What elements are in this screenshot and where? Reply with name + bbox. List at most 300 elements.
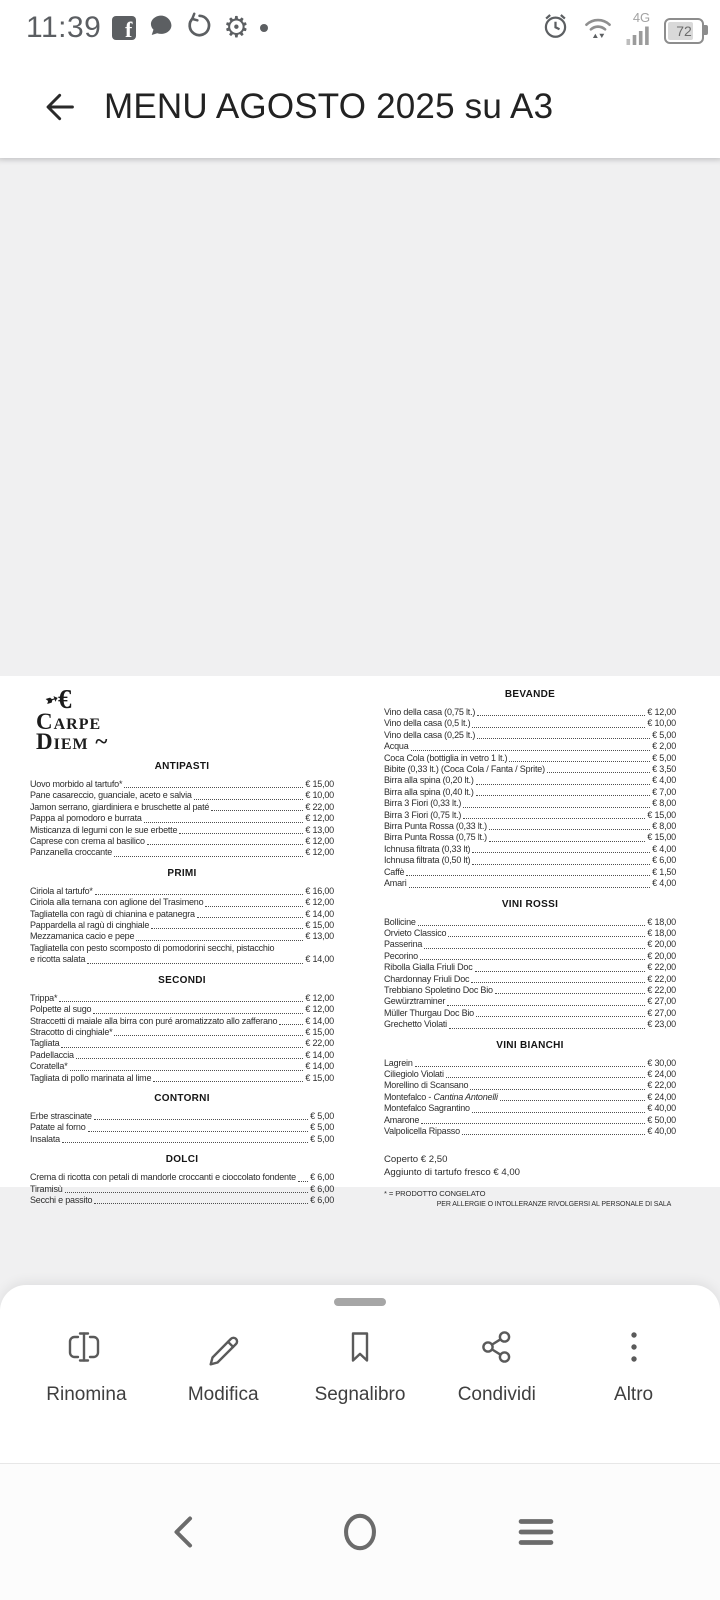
dot-leader — [476, 1016, 645, 1017]
menu-section-title: BEVANDE — [504, 689, 556, 700]
android-nav-bar — [0, 1463, 720, 1600]
menu-item-price: € 10,00 — [305, 790, 334, 801]
menu-item-row — [384, 707, 676, 718]
menu-item-name: Amari — [384, 878, 407, 889]
menu-item-name: Ciriola al tartufo* — [30, 885, 93, 896]
menu-item-name: Trebbiano Spoletino Doc Bio — [384, 984, 493, 995]
menu-item-price: € 12,00 — [305, 897, 334, 908]
dot-leader — [547, 772, 650, 773]
dot-leader — [509, 761, 650, 762]
dot-leader — [197, 917, 304, 918]
menu-item-name: Ribolla Gialla Friuli Doc — [384, 962, 473, 973]
menu-item-name: Orvieto Classico — [384, 927, 447, 938]
menu-section — [30, 1154, 334, 1206]
more-vertical-icon — [612, 1324, 656, 1370]
menu-item-price: € 6,00 — [310, 1194, 334, 1205]
action-label: Modifica — [187, 1384, 259, 1405]
menu-item-row — [30, 1016, 334, 1027]
menu-page — [0, 676, 720, 1209]
dot-leader — [194, 799, 304, 800]
dot-leader — [59, 1001, 303, 1002]
menu-item-price: € 40,00 — [647, 1126, 676, 1136]
menu-item-name: Montefalco - Cantina Antonelli — [384, 1091, 498, 1102]
menu-item-price: € 22,00 — [305, 1038, 334, 1049]
menu-item-price: € 30,00 — [647, 1057, 676, 1068]
menu-item-name: Pappa al pomodoro e burrata — [30, 813, 142, 824]
menu-item-name: Vino della casa (0,75 lt.) — [384, 707, 476, 717]
menu-item-price: € 4,00 — [652, 843, 676, 854]
menu-item-price: € 13,00 — [305, 824, 334, 835]
dot-leader — [462, 1134, 645, 1135]
dot-leader — [144, 822, 304, 823]
drag-handle[interactable] — [334, 1298, 386, 1306]
dot-leader — [472, 864, 650, 865]
menu-item-name: Vino della casa (0,25 lt.) — [384, 729, 476, 740]
chat-bubble-icon — [147, 12, 174, 44]
menu-item-row — [384, 832, 676, 843]
logo-euro-glyph: ➳ € — [43, 684, 72, 714]
menu-item-name: Caffè — [384, 866, 405, 877]
menu-item-name: Pane casareccio, guanciale, aceto e salvia — [30, 790, 192, 801]
dot-leader — [94, 1203, 308, 1204]
menu-item-price: € 23,00 — [647, 1019, 676, 1030]
menu-item-row — [384, 844, 676, 855]
menu-item-name: Chardonnay Friuli Doc — [384, 973, 470, 984]
dot-leader — [418, 925, 646, 926]
menu-item-price: € 1,50 — [652, 866, 676, 877]
menu-item-row — [384, 810, 676, 821]
menu-item-row — [30, 1038, 334, 1049]
menu-section-title: PRIMI — [167, 867, 197, 879]
edit-icon — [201, 1324, 245, 1370]
menu-item-name: Coratella* — [30, 1061, 68, 1072]
menu-item-row — [30, 779, 334, 790]
dot-leader — [424, 948, 645, 949]
menu-item-row — [384, 855, 676, 866]
menu-item-row — [384, 775, 676, 786]
menu-section — [30, 1093, 334, 1145]
menu-item-row — [30, 1073, 334, 1084]
menu-item-price: € 14,00 — [305, 1049, 334, 1060]
menu-item-price: € 15,00 — [305, 779, 334, 789]
menu-item-name: Patate al forno — [30, 1122, 86, 1133]
menu-item-price: € 12,00 — [305, 813, 334, 824]
menu-item-row — [384, 974, 676, 985]
menu-item-name: Vino della casa (0,5 lt.) — [384, 718, 471, 729]
menu-item-price: € 27,00 — [647, 996, 676, 1007]
dot-leader — [463, 818, 645, 819]
menu-item-name: Stracotto di cinghiale* — [30, 1026, 113, 1037]
menu-item-row — [30, 1184, 334, 1195]
menu-item-row — [384, 951, 676, 962]
menu-item-name: Birra alla spina (0,40 lt.) — [384, 786, 474, 797]
dot-leader — [114, 856, 303, 857]
menu-item-row — [30, 1134, 334, 1145]
dot-leader — [179, 833, 303, 834]
menu-item-price: € 16,00 — [305, 885, 334, 896]
dot-leader — [279, 1024, 303, 1025]
recents-button[interactable] — [504, 1500, 568, 1564]
wifi-icon — [583, 14, 613, 45]
menu-section — [384, 1040, 676, 1138]
menu-item-price: € 6,00 — [652, 855, 676, 866]
notification-dot — [260, 24, 268, 32]
menu-item-name: Straccetti di maiale alla birra con puré aromatizzato allo zafferano — [30, 1015, 278, 1026]
menu-item-price: € 50,00 — [647, 1114, 676, 1125]
menu-item-name: Valpolicella Ripasso — [384, 1126, 460, 1136]
menu-item-price: € 20,00 — [647, 939, 676, 950]
menu-item-price: € 24,00 — [647, 1091, 676, 1102]
menu-item-row — [384, 821, 676, 832]
dot-leader — [472, 1112, 646, 1113]
menu-section-title: CONTORNI — [154, 1092, 210, 1104]
bookmark-button[interactable] — [295, 1324, 425, 1406]
action-row — [0, 1306, 720, 1406]
app-header — [0, 56, 720, 158]
logo-line2: Diem ~ — [36, 729, 109, 754]
dot-leader — [415, 1066, 646, 1067]
menu-right-column — [384, 680, 676, 1208]
menu-item-name: Gewürztraminer — [384, 996, 446, 1007]
dot-leader — [406, 875, 650, 876]
menu-item-name: Tagliata di pollo marinata al lime — [30, 1072, 152, 1083]
signal-icon — [626, 11, 651, 45]
menu-item-row — [384, 1058, 676, 1069]
back-arrow-icon[interactable] — [36, 85, 80, 129]
menu-item-row — [30, 1122, 334, 1133]
menu-item-price: € 22,00 — [647, 962, 676, 973]
share-icon — [475, 1324, 519, 1370]
menu-item-row — [30, 993, 334, 1004]
dot-leader — [472, 852, 650, 853]
menu-item-name: Caprese con crema al basilico — [30, 836, 145, 847]
menu-item-row — [30, 1195, 334, 1206]
menu-item-name: Montefalco Sagrantino — [384, 1103, 470, 1114]
dot-leader — [65, 1192, 309, 1193]
dot-leader — [470, 1089, 645, 1090]
menu-item-name: Lagrein — [384, 1057, 413, 1068]
menu-item-price: € 22,00 — [647, 984, 676, 995]
edit-button[interactable] — [158, 1324, 288, 1406]
menu-item-row — [384, 1069, 676, 1080]
dot-leader — [70, 1070, 304, 1071]
more-button[interactable] — [569, 1324, 699, 1406]
dot-leader — [448, 936, 645, 937]
menu-item-row — [384, 996, 676, 1007]
menu-item-price: € 10,00 — [647, 718, 676, 729]
sync-icon — [185, 12, 212, 44]
menu-item-row — [384, 985, 676, 996]
menu-item-name: Tagliata — [30, 1038, 60, 1049]
menu-item-price: € 20,00 — [647, 950, 676, 961]
menu-item-name: Crema di ricotta con petali di mandorle croccanti e cioccolato fondente — [30, 1172, 296, 1183]
menu-item-price: € 4,00 — [652, 775, 676, 786]
menu-item-row — [384, 764, 676, 775]
menu-item-row — [30, 1027, 334, 1038]
menu-item-price: € 5,00 — [652, 752, 676, 763]
menu-item-price: € 27,00 — [647, 1007, 676, 1018]
menu-item-price: € 12,00 — [305, 847, 334, 858]
menu-item-row — [30, 802, 334, 813]
menu-item-row — [384, 1019, 676, 1030]
menu-item-name: Amarone — [384, 1114, 420, 1125]
menu-item-price: € 14,00 — [305, 908, 334, 919]
dot-leader — [409, 887, 651, 888]
menu-item-name: Mezzamanica cacio e pepe — [30, 931, 135, 942]
menu-item-row — [30, 1004, 334, 1015]
menu-item-name: Bollicine — [384, 916, 416, 927]
menu-item-row — [384, 753, 676, 764]
dot-leader — [94, 1119, 308, 1120]
menu-item-name: Coca Cola (bottiglia in vetro 1 lt.) — [384, 752, 508, 763]
menu-item-price: € 3,50 — [652, 764, 676, 775]
dot-leader — [298, 1181, 308, 1182]
menu-item-price: € 14,00 — [305, 1061, 334, 1072]
menu-item-row — [384, 1008, 676, 1019]
menu-item-price: € 6,00 — [310, 1172, 334, 1183]
menu-section — [30, 868, 334, 966]
dot-leader — [489, 841, 645, 842]
menu-section-title: VINI BIANCHI — [496, 1039, 564, 1051]
menu-item-price: € 14,00 — [305, 1015, 334, 1026]
dot-leader — [463, 807, 650, 808]
clock-time: 11:39 — [26, 11, 102, 44]
menu-item-row — [384, 917, 676, 928]
menu-item-price: € 5,00 — [310, 1133, 334, 1144]
menu-item-price: € 24,00 — [647, 1068, 676, 1079]
dot-leader — [476, 784, 651, 785]
menu-item-row — [384, 878, 676, 889]
dot-leader — [76, 1058, 304, 1059]
menu-item-row — [30, 813, 334, 824]
dot-leader — [477, 715, 645, 716]
dot-leader — [495, 993, 646, 994]
menu-item-price: € 18,00 — [647, 916, 676, 927]
menu-item-price: € 15,00 — [305, 1072, 334, 1083]
menu-item-row — [384, 1103, 676, 1114]
dot-leader — [411, 750, 651, 751]
dot-leader — [62, 1142, 308, 1143]
menu-item-row — [30, 1061, 334, 1072]
frozen-note: * = PRODOTTO CONGELATO — [384, 1189, 486, 1199]
menu-item-row — [30, 825, 334, 836]
dot-leader — [124, 787, 303, 788]
bottom-action-sheet — [0, 1285, 720, 1463]
menu-item-price: € 22,00 — [647, 1080, 676, 1091]
menu-item-row — [30, 1050, 334, 1061]
menu-section-title: DOLCI — [165, 1154, 199, 1166]
menu-item-row — [384, 1126, 676, 1137]
menu-item-name: Tiramisù — [30, 1183, 63, 1194]
menu-section — [384, 689, 676, 890]
menu-item-name: Panzanella croccante — [30, 847, 113, 858]
dot-leader — [449, 1028, 645, 1029]
menu-item-price: € 5,00 — [652, 729, 676, 740]
menu-item-price: € 12,00 — [305, 836, 334, 847]
menu-item-row — [30, 909, 334, 920]
menu-item-row — [384, 787, 676, 798]
menu-item-price: € 6,00 — [310, 1183, 334, 1194]
menu-footer — [384, 1154, 676, 1208]
menu-item-name: e ricotta salata — [30, 954, 86, 965]
menu-item-wrap-line: Tagliatella con pesto scomposto di pomodorini secchi, pistacchio — [30, 942, 275, 953]
dot-leader — [95, 894, 304, 895]
menu-item-price: € 22,00 — [305, 801, 334, 812]
menu-item-row — [384, 798, 676, 809]
alarm-icon — [541, 11, 570, 45]
coperto-note: Coperto € 2,50 — [384, 1154, 448, 1166]
menu-item-row — [384, 867, 676, 878]
menu-item-row — [30, 790, 334, 801]
gear-icon: ⚙ — [223, 12, 250, 44]
logo-line1: Carpe — [36, 709, 102, 734]
menu-item-name: Birra alla spina (0,20 lt.) — [384, 775, 474, 786]
dot-leader — [114, 1035, 303, 1036]
menu-item-name: Pecorino — [384, 950, 418, 961]
dot-leader — [472, 727, 645, 728]
restaurant-logo — [36, 686, 334, 752]
menu-item-name: Bibite (0,33 lt.) (Coca Cola / Fanta / Sprite) — [384, 764, 545, 775]
menu-item-name: Morellino di Scansano — [384, 1080, 469, 1091]
dot-leader — [477, 738, 650, 739]
allergy-note: PER ALLERGIE O INTOLLERANZE RIVOLGERSI AL PERSONALE DI SALA — [436, 1201, 672, 1209]
menu-item-price: € 12,00 — [305, 992, 334, 1003]
menu-item-price: € 4,00 — [652, 878, 676, 889]
dot-leader — [211, 810, 303, 811]
menu-section — [30, 975, 334, 1084]
menu-item-price: € 15,00 — [305, 920, 334, 931]
menu-left-column — [30, 684, 334, 1206]
menu-item-price: € 8,00 — [652, 798, 676, 809]
menu-item-row — [30, 836, 334, 847]
menu-item-price: € 22,00 — [647, 973, 676, 984]
menu-item-name: Misticanza di legumi con le sue erbette — [30, 824, 178, 835]
dot-leader — [475, 971, 646, 972]
menu-item-name: Tagliatella con ragù di chianina e patanegra — [30, 908, 195, 919]
back-button[interactable] — [152, 1500, 216, 1564]
battery-icon — [664, 18, 704, 44]
share-button[interactable] — [432, 1324, 562, 1406]
dot-leader — [421, 1123, 645, 1124]
menu-item-name: Trippa* — [30, 992, 58, 1003]
dot-leader — [420, 959, 645, 960]
menu-item-price: € 18,00 — [647, 927, 676, 938]
menu-item-name: Secchi e passito — [30, 1194, 93, 1205]
menu-item-row — [384, 928, 676, 939]
menu-item-row — [30, 886, 334, 897]
menu-item-name: Birra 3 Fiori (0,33 lt.) — [384, 798, 462, 809]
menu-section-title: ANTIPASTI — [154, 761, 210, 772]
menu-item-name: Jamon serrano, giardiniera e bruschette al paté — [30, 801, 210, 812]
menu-item-row — [30, 1111, 334, 1122]
menu-item-name: Birra Punta Rossa (0,75 lt.) — [384, 832, 487, 843]
dot-leader — [88, 1131, 309, 1132]
menu-item-price: € 2,00 — [652, 741, 676, 752]
rename-button[interactable] — [21, 1324, 151, 1406]
bookmark-icon — [338, 1324, 382, 1370]
dot-leader — [93, 1013, 303, 1014]
battery-percent: 72 — [676, 23, 692, 39]
menu-item-row — [384, 939, 676, 950]
menu-item-name: Padellaccia — [30, 1049, 74, 1060]
menu-item-price: € 12,00 — [647, 707, 676, 717]
page-title: MENU AGOSTO 2025 su A3 — [104, 87, 554, 126]
menu-item-price: € 40,00 — [647, 1103, 676, 1114]
menu-item-name: Müller Thurgau Doc Bio — [384, 1007, 474, 1018]
menu-item-price: € 5,00 — [310, 1110, 334, 1121]
menu-item-row — [384, 741, 676, 752]
menu-sections-left — [30, 761, 334, 1206]
menu-item-name: Acqua — [384, 741, 409, 752]
menu-item-name: Grechetto Violati — [384, 1019, 447, 1030]
menu-item-price: € 14,00 — [305, 954, 334, 965]
menu-item-row — [30, 847, 334, 858]
menu-item-price: € 15,00 — [647, 809, 676, 820]
action-label: Segnalibro — [314, 1384, 406, 1405]
menu-section-title: VINI ROSSI — [501, 898, 559, 910]
menu-item-row — [384, 1092, 676, 1103]
menu-item-name: Uovo morbido al tartufo* — [30, 779, 123, 789]
network-type-label: 4G — [632, 10, 651, 25]
menu-item-row — [384, 1080, 676, 1091]
menu-item-row — [384, 718, 676, 729]
dot-leader — [205, 906, 303, 907]
menu-item-name: Erbe strascinate — [30, 1110, 92, 1121]
menu-item-name: Ichnusa filtrata (0,33 lt) — [384, 843, 471, 854]
dot-leader — [87, 963, 303, 964]
menu-item-row — [30, 931, 334, 942]
dot-leader — [151, 928, 303, 929]
menu-item-row — [384, 1115, 676, 1126]
menu-item-name: Ichnusa filtrata (0,50 lt) — [384, 855, 471, 866]
dot-leader — [153, 1081, 303, 1082]
dot-leader — [446, 1077, 646, 1078]
menu-item-price: € 15,00 — [647, 832, 676, 843]
action-label: Condividi — [457, 1384, 536, 1405]
status-bar — [0, 0, 720, 56]
menu-item-price: € 15,00 — [305, 1026, 334, 1037]
menu-item-row — [30, 1172, 334, 1183]
menu-item-row — [30, 954, 334, 965]
menu-item-name: Ciliegiolo Violati — [384, 1068, 444, 1079]
menu-item-row — [384, 730, 676, 741]
menu-item-name: Insalata — [30, 1133, 60, 1144]
truffle-note: Aggiunto di tartufo fresco € 4,00 — [384, 1166, 520, 1178]
rename-icon — [64, 1324, 108, 1370]
dot-leader — [147, 844, 304, 845]
menu-item-name: Birra 3 Fiori (0,75 lt.) — [384, 809, 462, 820]
menu-item-name: Birra Punta Rossa (0,33 lt.) — [384, 821, 487, 832]
menu-item-price: € 8,00 — [652, 821, 676, 832]
menu-item-price: € 7,00 — [652, 786, 676, 797]
dot-leader — [500, 1100, 646, 1101]
menu-section-title: SECONDI — [158, 974, 206, 986]
dot-leader — [471, 982, 645, 983]
home-button[interactable] — [328, 1500, 392, 1564]
menu-item-price: € 12,00 — [305, 1004, 334, 1015]
dot-leader — [136, 940, 303, 941]
menu-item-name: Pappardella al ragù di cinghiale — [30, 920, 150, 931]
menu-item-name: Ciriola alla ternana con aglione del Trasimeno — [30, 897, 204, 908]
menu-item-price: € 5,00 — [310, 1122, 334, 1133]
dot-leader — [476, 795, 651, 796]
menu-item-price: € 13,00 — [305, 931, 334, 942]
menu-item-name: Passerina — [384, 939, 423, 950]
menu-item-row — [30, 920, 334, 931]
menu-section — [30, 761, 334, 859]
action-label: Rinomina — [46, 1384, 127, 1405]
dot-leader — [447, 1005, 645, 1006]
